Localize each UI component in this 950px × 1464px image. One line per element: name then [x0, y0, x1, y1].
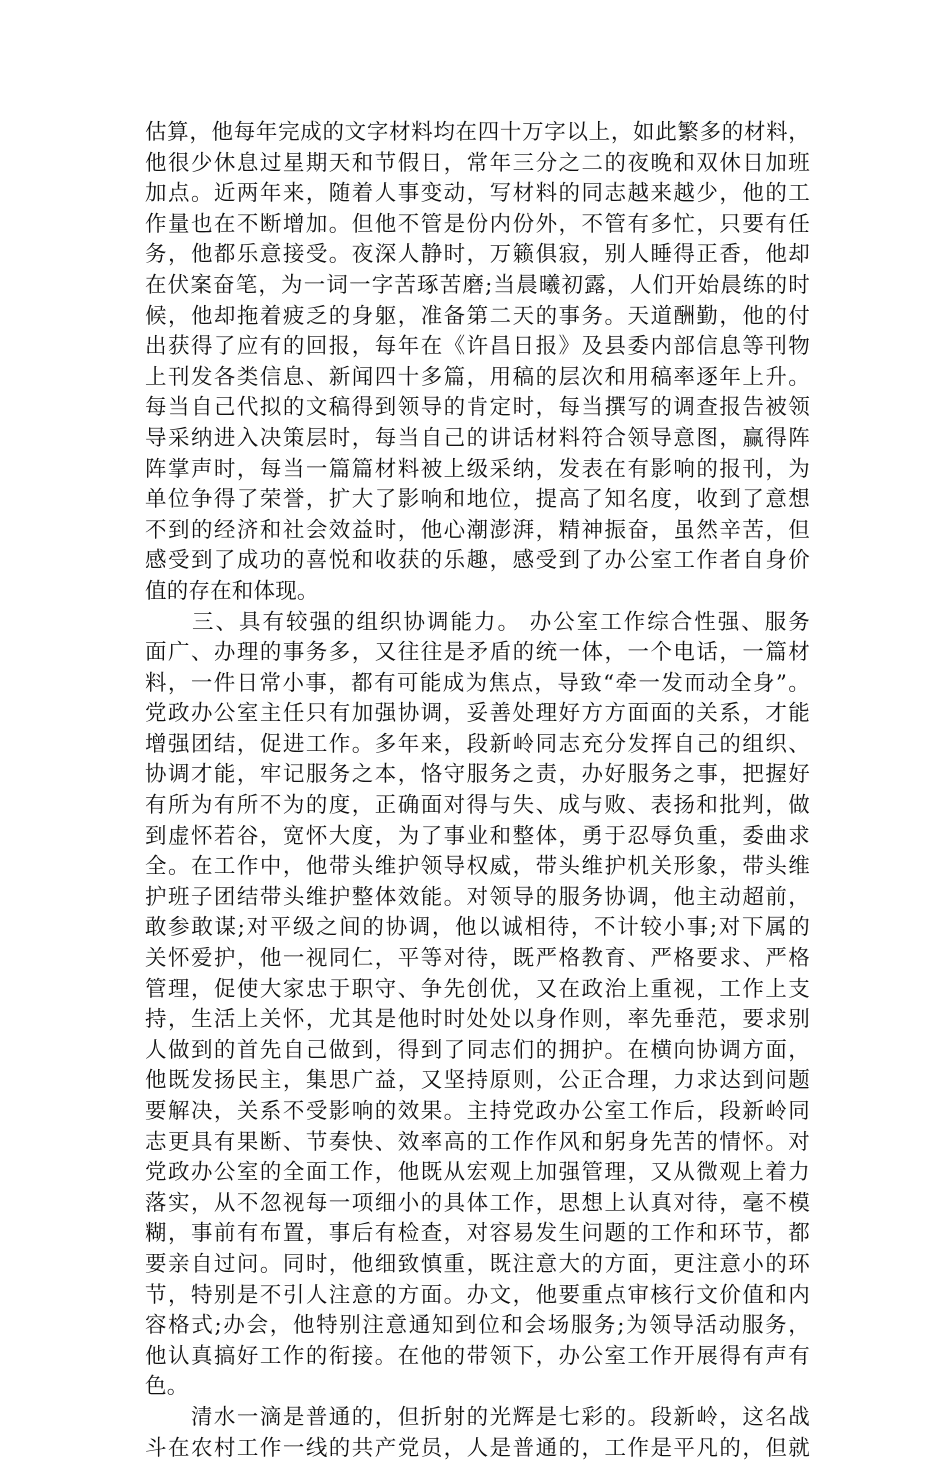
text-line: 他认真搞好工作的衔接。在他的带领下，办公室工作开展得有声有: [145, 1343, 810, 1369]
text-line: 值的存在和体现。: [145, 578, 319, 604]
text-line: 单位争得了荣誉，扩大了影响和地位，提高了知名度，收到了意想: [145, 487, 810, 513]
text-line: 阵掌声时，每当一篇篇材料被上级采纳，发表在有影响的报刊，为: [145, 456, 810, 482]
text-line: 协调才能，牢记服务之本，恪守服务之责，办好服务之事，把握好: [145, 762, 810, 788]
text-line: 加点。近两年来，随着人事变动，写材料的同志越来越少，他的工: [145, 181, 810, 207]
text-line: 料，一件日常小事，都有可能成为焦点，导致“牵一发而动全身”。: [145, 670, 810, 696]
text-line: 党政办公室主任只有加强协调，妥善处理好方方面面的关系，才能: [145, 701, 810, 727]
text-line: 他很少休息过星期天和节假日，常年三分之二的夜晚和双休日加班: [145, 150, 810, 176]
text-line: 党政办公室的全面工作，他既从宏观上加强管理，又从微观上着力: [145, 1160, 810, 1186]
text-line: 落实，从不忽视每一项细小的具体工作，思想上认真对待，毫不模: [145, 1190, 810, 1216]
text-line: 志更具有果断、节奏快、效率高的工作作风和躬身先苦的情怀。对: [145, 1129, 810, 1155]
text-line: 估算，他每年完成的文字材料均在四十万字以上，如此繁多的材料，: [145, 120, 810, 145]
text-line: 节，特别是不引人注意的方面。办文，他要重点审核行文价值和内: [145, 1282, 810, 1308]
document-body: [145, 118, 810, 1464]
text-line: 有所为有所不为的度，正确面对得与失、成与败、表扬和批判，做: [145, 793, 810, 819]
text-line: 人做到的首先自己做到，得到了同志们的拥护。在横向协调方面，: [145, 1037, 810, 1063]
text-line: 他既发扬民主，集思广益，又坚持原则，公正合理，力求达到问题: [145, 1068, 810, 1094]
text-line: 全。在工作中，他带头维护领导权威，带头维护机关形象，带头维: [145, 854, 810, 880]
text-line: 感受到了成功的喜悦和收获的乐趣，感受到了办公室工作者自身价: [145, 548, 810, 574]
text-line: 色。: [145, 1374, 189, 1400]
text-line: 清水一滴是普通的，但折射的光辉是七彩的。段新岭，这名战: [145, 1404, 810, 1430]
text-line: 关怀爱护，他一视同仁，平等对待，既严格教育、严格要求、严格: [145, 946, 810, 972]
text-line: 斗在农村工作一线的共产党员，人是普通的，工作是平凡的，但就: [145, 1435, 810, 1461]
text-line: 持，生活上关怀，尤其是他时时处处以身作则，率先垂范，要求别: [145, 1007, 810, 1033]
text-line: 容格式;办会，他特别注意通知到位和会场服务;为领导活动服务，: [145, 1313, 810, 1339]
text-line: 不到的经济和社会效益时，他心潮澎湃，精神振奋，虽然辛苦，但: [145, 517, 810, 543]
text-line: 糊，事前有布置，事后有检查，对容易发生问题的工作和环节，都: [145, 1221, 810, 1247]
text-line: 导采纳进入决策层时，每当自己的讲话材料符合领导意图，赢得阵: [145, 425, 810, 451]
text-line: 增强团结，促进工作。多年来，段新岭同志充分发挥自己的组织、: [145, 731, 810, 757]
text-line: 护班子团结带头维护整体效能。对领导的服务协调，他主动超前，: [145, 884, 810, 910]
section-heading-line: 三、具有较强的组织协调能力。 办公室工作综合性强、服务: [145, 609, 810, 635]
text-line: 上刊发各类信息、新闻四十多篇，用稿的层次和用稿率逐年上升。: [145, 364, 810, 390]
text-line: 出获得了应有的回报，每年在《许昌日报》及县委内部信息等刊物: [145, 334, 810, 360]
text-line: 到虚怀若谷，宽怀大度，为了事业和整体，勇于忍辱负重，委曲求: [145, 823, 810, 849]
text-line: 要解决，关系不受影响的效果。主持党政办公室工作后，段新岭同: [145, 1099, 810, 1124]
text-line: 候，他却拖着疲乏的身躯，准备第二天的事务。天道酬勤，他的付: [145, 303, 810, 329]
text-line: 作量也在不断增加。但他不管是份内份外，不管有多忙，只要有任: [145, 211, 810, 237]
text-line: 要亲自过问。同时，他细致慎重，既注意大的方面，更注意小的环: [145, 1251, 810, 1277]
text-line: 敢参敢谋;对平级之间的协调，他以诚相待，不计较小事;对下属的: [145, 915, 810, 941]
text-line: 务，他都乐意接受。夜深人静时，万籁俱寂，别人睡得正香，他却: [145, 242, 810, 268]
text-line: 面广、办理的事务多，又往往是矛盾的统一体，一个电话，一篇材: [145, 640, 810, 666]
text-line: 在伏案奋笔，为一词一字苦琢苦磨;当晨曦初露，人们开始晨练的时: [145, 272, 810, 298]
text-line: 管理，促使大家忠于职守、争先创优，又在政治上重视，工作上支: [145, 976, 810, 1002]
text-line: 每当自己代拟的文稿得到领导的肯定时，每当撰写的调查报告被领: [145, 395, 810, 421]
